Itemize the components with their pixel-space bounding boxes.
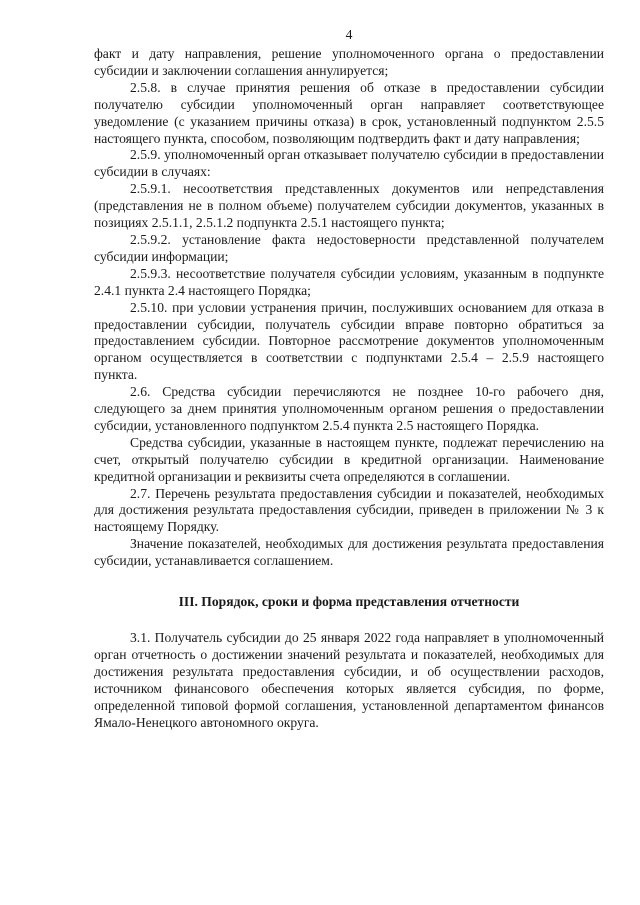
paragraph: 2.5.9.3. несоответствие получателя субсидии условиям, указанным в подпункте 2.4.1 пункта 2.4 настоящего Порядка;: [94, 265, 604, 298]
paragraph: факт и дату направления, решение уполномоченного органа о предоставлении субсидии и заключении соглашения аннулируется;: [94, 46, 604, 78]
paragraph: Средства субсидии, указанные в настоящем пункте, подлежат перечислению на счет, открытый получателю субсидии в кредитной организации. Наименование кредитной организации и реквизиты счета определяются в соглашении.: [94, 434, 604, 484]
paragraph: 2.5.9. уполномоченный орган отказывает получателю субсидии в предоставлении субсидии в случаях:: [94, 147, 604, 180]
page-number: 4: [345, 27, 353, 42]
paragraph: 2.7. Перечень результата предоставления субсидии и показателей, необходимых для достижения результата предоставления субсидии, приведен в приложении № 3 к настоящему Порядку.: [94, 485, 604, 535]
paragraph: 2.5.8. в случае принятия решения об отказе в предоставлении субсидии получателю субсидии уполномоченный орган направляет соответствующее уведомление (с указанием причины отказа) в срок, установленный подпунктом 2.5.5 настоящего пункта, способом, позволяющим подтвердить факт и дату направления;: [94, 79, 604, 146]
paragraph: 2.5.10. при условии устранения причин, послуживших основанием для отказа в предоставлении субсидии, получатель субсидии вправе повторно обратиться за предоставлением субсидии. Повторное рассмотрение документов уполномоченным органом осуществляется в соответствии с подпунктами 2.5.4 – 2.5.9 настоящего пункта.: [94, 299, 604, 383]
section-heading: III. Порядок, сроки и форма представления отчетности: [178, 594, 520, 610]
paragraph: 2.6. Средства субсидии перечисляются не позднее 10-го рабочего дня, следующего за днем принятия уполномоченным органом решения о предоставлении субсидии, установленного подпунктом 2.5.4 пункта 2.5 настоящего Порядка.: [94, 384, 604, 433]
paragraph: 3.1. Получатель субсидии до 25 января 2022 года направляет в уполномоченный орган отчетность о достижении значений результата и показателей, необходимых для достижения результата предоставления субсидии, и об осуществлении расходов, источником финансового обеспечения которых является субсидия, по форме, определенной типовой формой соглашения, установленной департаментом финансов Ямало-Ненецкого автономного округа.: [94, 630, 604, 730]
paragraph: Значение показателей, необходимых для достижения результата предоставления субсидии, устанавливается соглашением.: [94, 536, 604, 569]
paragraph: 2.5.9.2. установление факта недостоверности представленной получателем субсидии информации;: [94, 231, 604, 264]
document-body: [94, 46, 604, 731]
paragraph: 2.5.9.1. несоответствия представленных документов или непредставления (представления не в полном объеме) получателем субсидии документов, указанных в позициях 2.5.1.1, 2.5.1.2 подпункта 2.5.1 настоящего пункта;: [94, 181, 604, 231]
